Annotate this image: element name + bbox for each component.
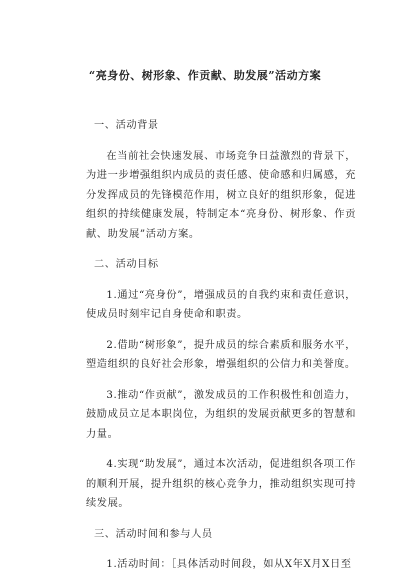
section-heading: 二、活动目标 (94, 259, 159, 270)
paragraph: 1.活动时间：［具体活动时间段，如从X年X月X日至 (106, 559, 352, 570)
section-time-participants (86, 525, 356, 575)
paragraph: 在当前社会快速发展、市场竞争日益激烈的背景下，为进一步增强组织内成员的责任感、使命感和归属感，充分发挥成员的先锋模范作用，树立良好的组织形象，促进组织的持续健康发展，特制定本“亮身份、树形象、作贡献、助发展”活动方案。 (86, 150, 356, 240)
paragraph: 2.借助“树形象”，提升成员的综合素质和服务水平，塑造组织的良好社会形象，增强组织的公信力和美誉度。 (86, 339, 356, 370)
section-heading: 三、活动时间和参与人员 (94, 528, 213, 540)
document-body (86, 116, 356, 586)
paragraph: 1.通过“亮身份”，增强成员的自我约束和责任意识，使成员时刻牢记自身使命和职责。 (86, 289, 356, 320)
section-background (86, 116, 356, 244)
section-heading: 一、活动背景 (94, 120, 159, 131)
section-goals (86, 255, 356, 514)
paragraph: 3.推动“作贡献”，激发成员的工作积极性和创造力，鼓励成员立足本职岗位，为组织的发展贡献更多的智慧和力量。 (86, 389, 356, 440)
document-title: “亮身份、树形象、作贡献、助发展”活动方案 (88, 69, 322, 82)
paragraph: 4.实现“助发展”，通过本次活动，促进组织各项工作的顺利开展，提升组织的核心竞争力，推动组织实现可持续发展。 (86, 459, 356, 509)
